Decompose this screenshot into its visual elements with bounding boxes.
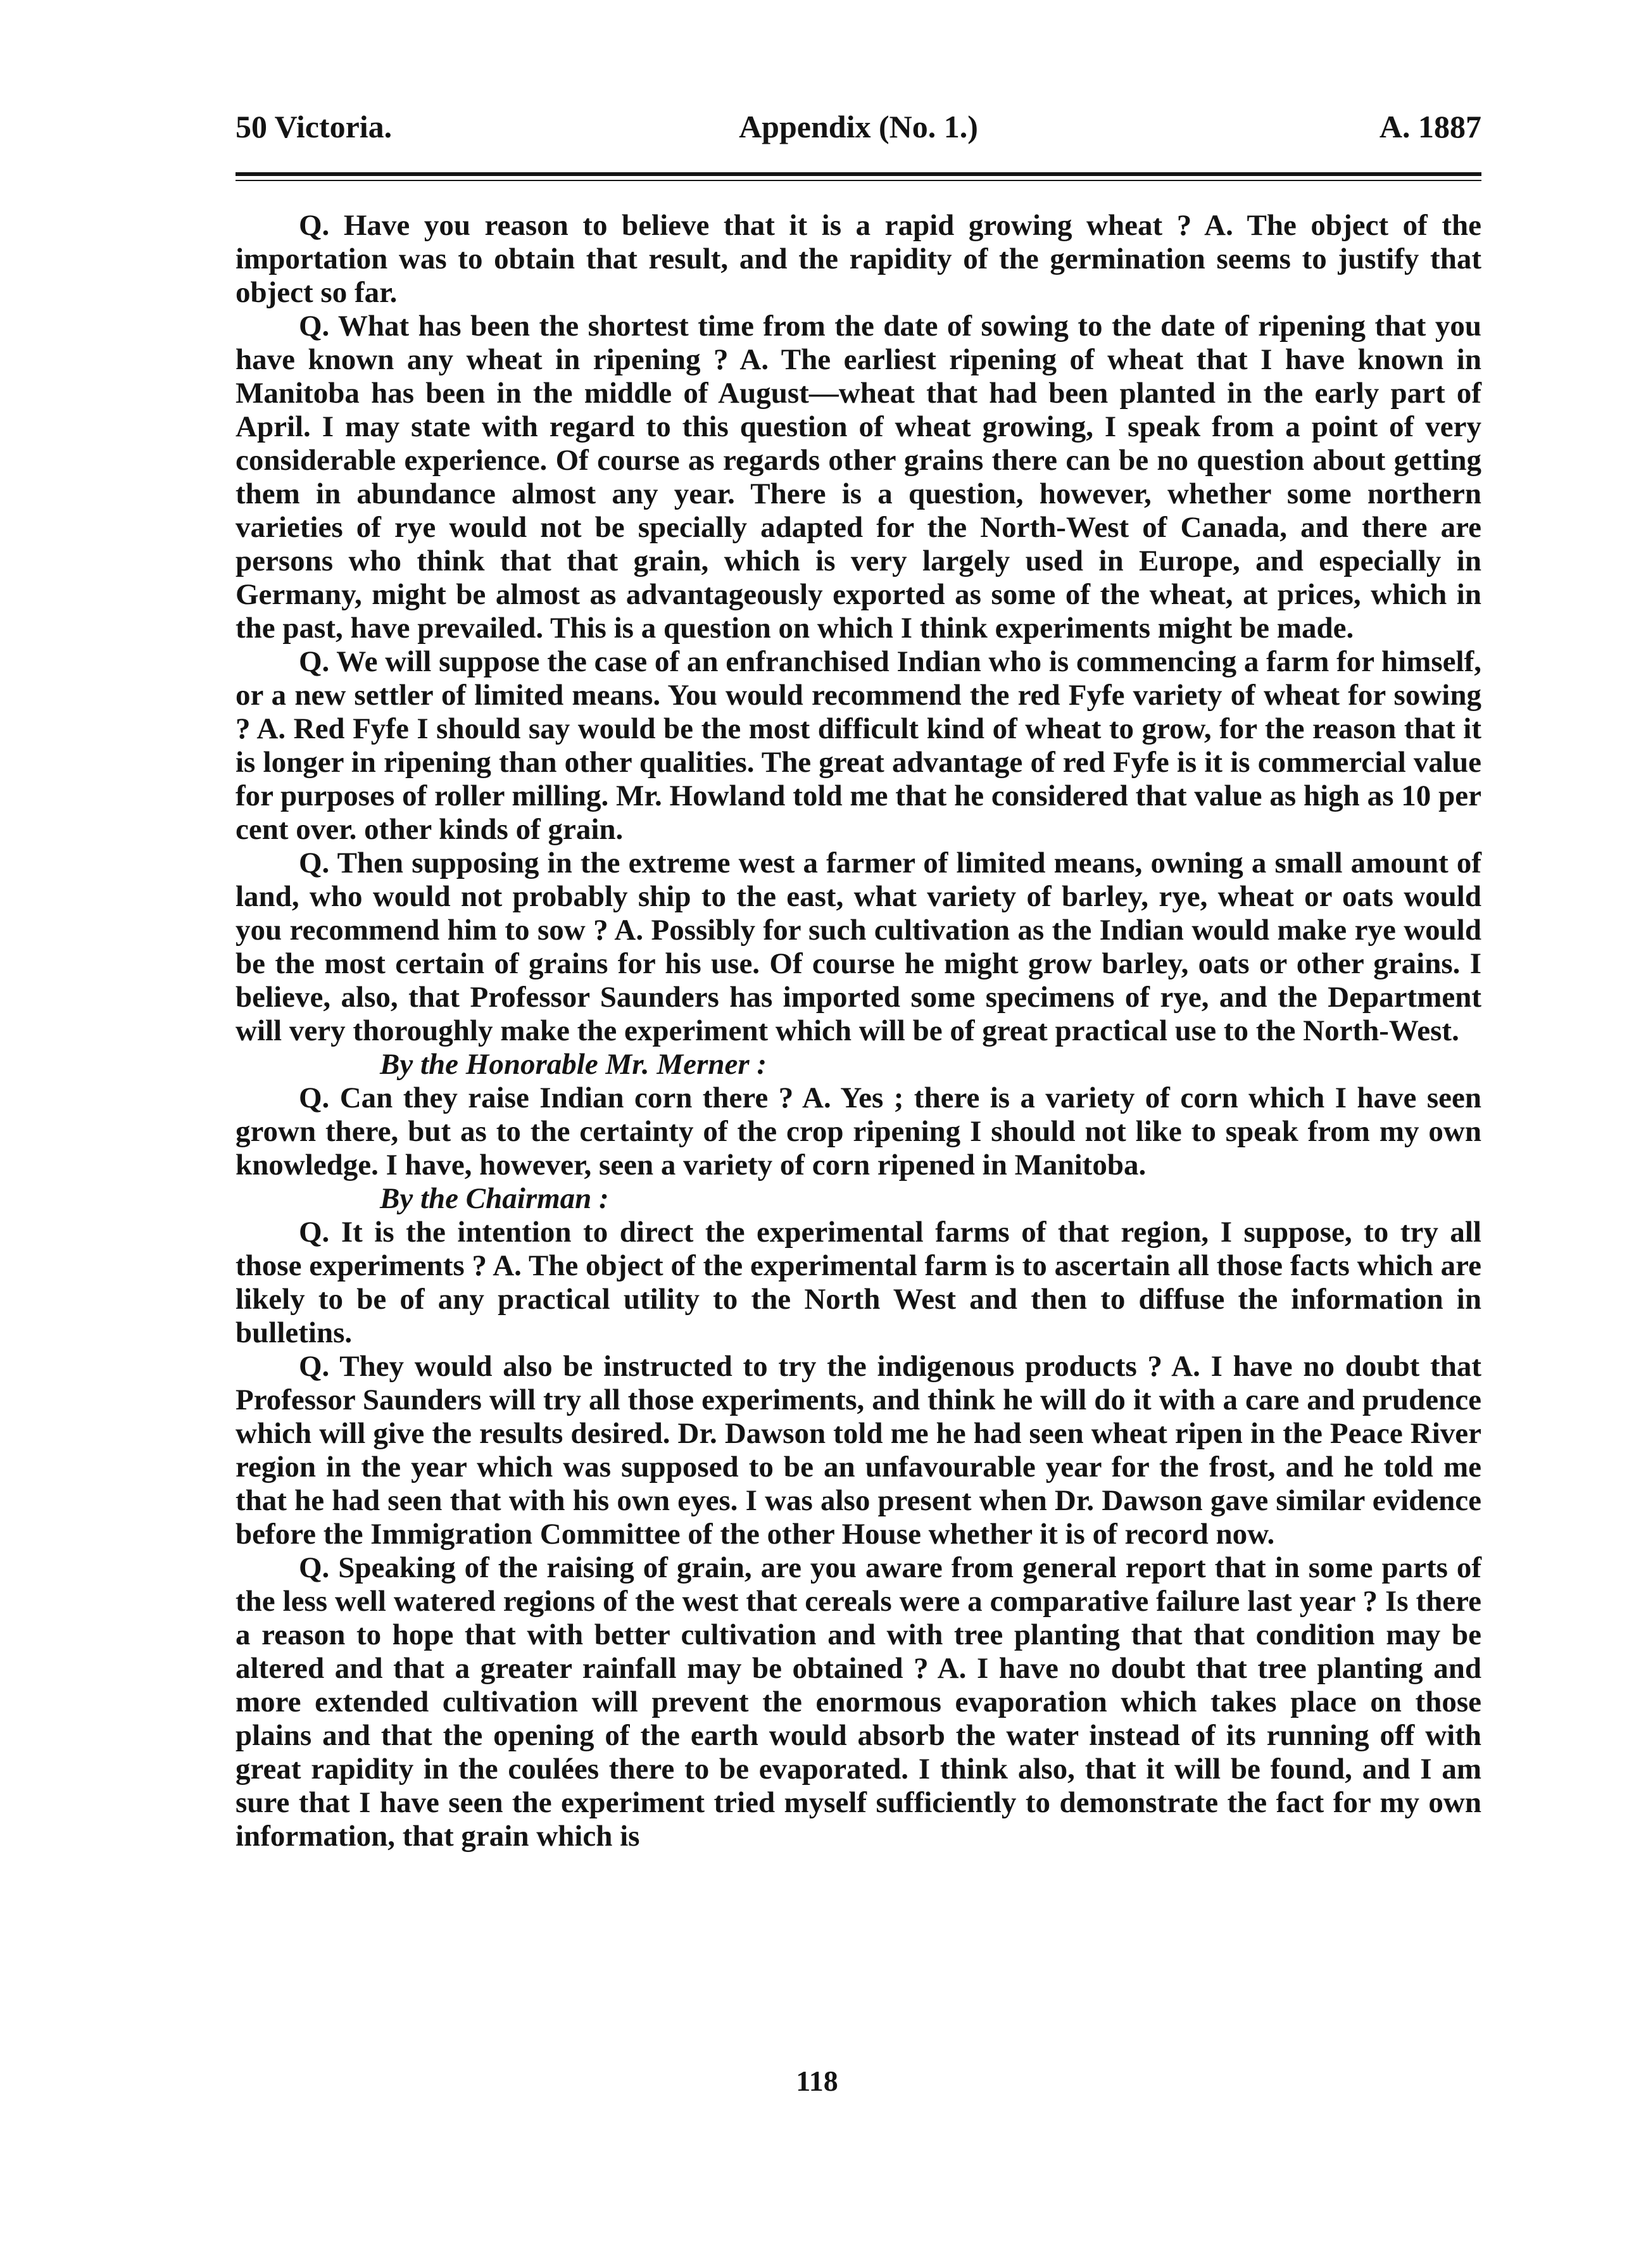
header-session: 50 Victoria. — [236, 109, 393, 144]
paragraph: Q. It is the intention to direct the experimental farms of that region, I suppose, to try all those experiments ? A. The object of the experimental farm is to ascertain all those facts which are likely to be of any practical utility to the North West and then to diffuse the information in bulletins. — [236, 1216, 1481, 1349]
paragraph: Q. What has been the shortest time from the date of sowing to the date of ripening that you have known any wheat in ripening ? A. The earliest ripening of wheat that I have known in Manitoba has been in the middle of August—wheat that had been planted in the early part of April. I may state with regard to this question of wheat growing, I speak from a point of very considerable experience. Of course as regards other grains there can be no question about getting them in abundance almost any year. There is a question, however, whether some northern varieties of rye would not be specially adapted for the North-West of Canada, and there are persons who think that that grain, which is very largely used in Europe, and especially in Germany, might be almost as advantageously exported as some of the wheat, at prices, which in the past, have prevailed. This is a question on which I think experiments might be made. — [236, 310, 1481, 645]
speaker-heading: By the Honorable Mr. Merner : — [380, 1048, 767, 1081]
header-rule-thick — [236, 172, 1481, 176]
page-header — [236, 101, 1481, 152]
paragraph: Q. Then supposing in the extreme west a farmer of limited means, owning a small amount of land, who would not probably ship to the east, what variety of barley, rye, wheat or oats would you recommend him to sow ? A. Possibly for such cultivation as the Indian would make rye would be the most certain of grains for his use. Of course he might grow barley, oats or other grains. I believe, also, that Professor Saunders has imported some specimens of rye, and the Department will very thoroughly make the experiment which will be of great practical use to the North-West. — [236, 847, 1481, 1047]
body-text — [236, 209, 1481, 1853]
header-title: Appendix (No. 1.) — [739, 109, 978, 144]
paragraph: Q. Can they raise Indian corn there ? A. Yes ; there is a variety of corn which I have seen grown there, but as to the certainty of the crop ripening I should not like to speak from my own knowledge. I have, however, seen a variety of corn ripened in Manitoba. — [236, 1081, 1481, 1181]
header-rule-thin — [236, 180, 1481, 181]
page-number: 118 — [796, 2065, 838, 2097]
header-year: A. 1887 — [1379, 109, 1481, 144]
paragraph: Q. We will suppose the case of an enfranchised Indian who is commencing a farm for himself, or a new settler of limited means. You would recommend the red Fyfe variety of wheat for sowing ? A. Red Fyfe I should say would be the most difficult kind of wheat to grow, for the reason that it is longer in ripening than other qualities. The great advantage of red Fyfe is it is commercial value for purposes of roller milling. Mr. Howland told me that he considered that value as high as 10 per cent over. other kinds of grain. — [236, 645, 1481, 846]
speaker-heading: By the Chairman : — [380, 1182, 609, 1215]
paragraph: Q. They would also be instructed to try the indigenous products ? A. I have no doubt that Professor Saunders will try all those experiments, and think he will do it with a care and prudence which will give the results desired. Dr. Dawson told me he had seen wheat ripen in the Peace River region in the year which was supposed to be an unfavourable year for the frost, and he told me that he had seen that with his own eyes. I was also present when Dr. Dawson gave similar evidence before the Immigration Committee of the other House whether it is of record now. — [236, 1350, 1481, 1551]
paragraph: Q. Speaking of the raising of grain, are you aware from general report that in some parts of the less well watered regions of the west that cereals were a comparative failure last year ? Is there a reason to hope that with better cultivation and with tree planting that that condition may be altered and that a greater rainfall may be obtained ? A. I have no doubt that tree planting and more extended cultivation will prevent the enormous evaporation which takes place on those plains and that the opening of the earth would absorb the water instead of its running off with great rapidity in the coulées there to be evaporated. I think also, that it will be found, and I am sure that I have seen the experiment tried myself sufficiently to demonstrate the fact for my own information, that grain which is — [236, 1551, 1481, 1853]
paragraph: Q. Have you reason to believe that it is a rapid growing wheat ? A. The object of the importation was to obtain that result, and the rapidity of the germination seems to justify that object so far. — [236, 209, 1481, 309]
